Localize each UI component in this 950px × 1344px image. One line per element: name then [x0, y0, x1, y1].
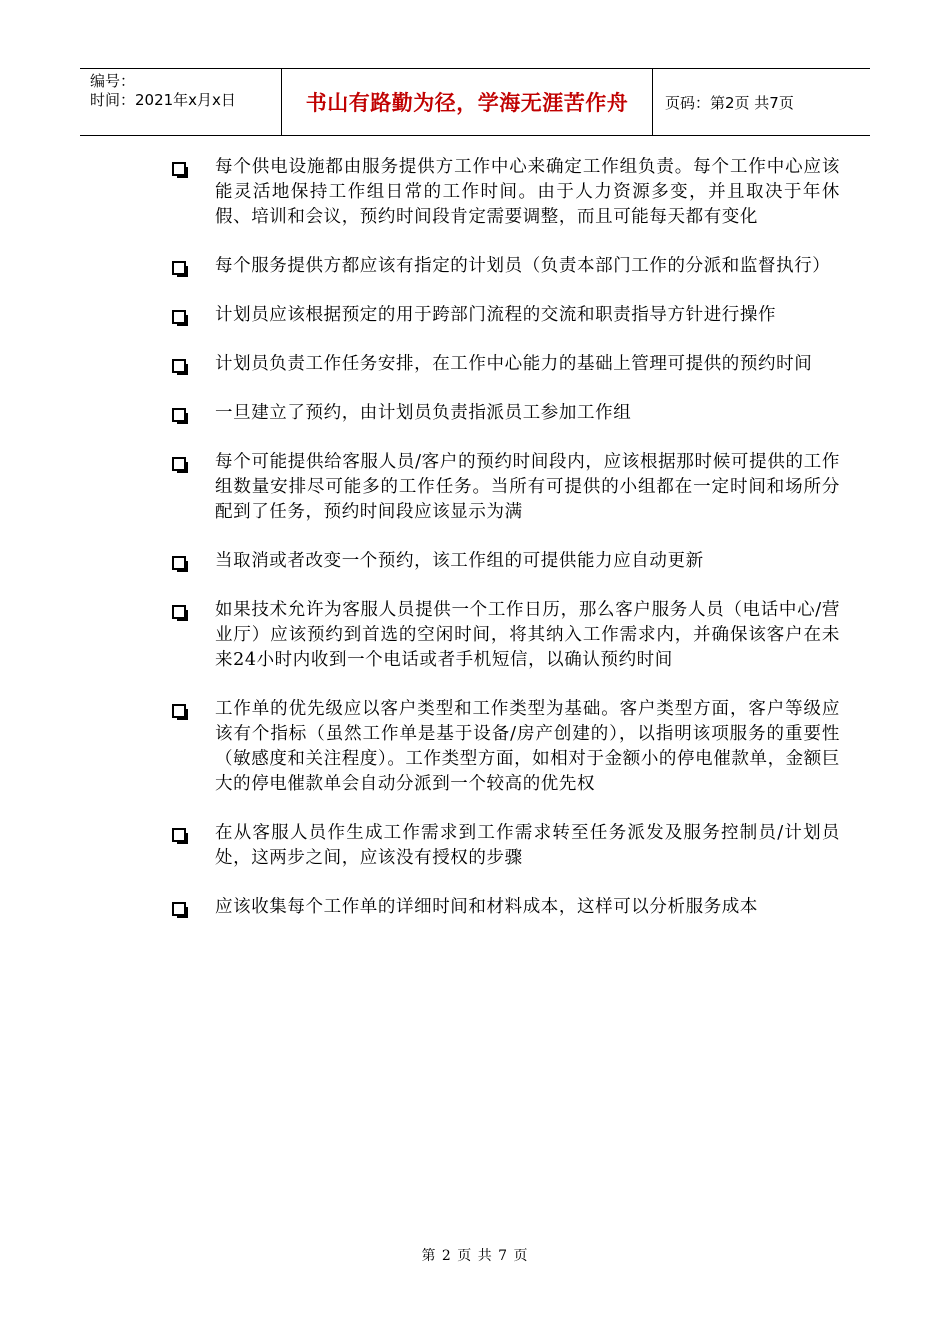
list-item	[172, 697, 840, 797]
list-item-text: 如果技术允许为客服人员提供一个工作日历，那么客户服务人员（电话中心/营业厅）应该预约到首选的空闲时间，将其纳入工作需求内，并确保该客户在未来24小时内收到一个电话或者手机短信，以确认预约时间	[215, 600, 840, 670]
code-label: 编号：	[90, 72, 136, 90]
list-item	[172, 549, 840, 574]
header-page-number: 页码：第2页 共7页	[665, 93, 794, 112]
list-item-text: 应该收集每个工作单的详细时间和材料成本，这样可以分析服务成本	[215, 897, 758, 917]
checkbox-icon	[172, 902, 186, 916]
list-item	[172, 303, 840, 328]
list-item-text: 每个服务提供方都应该有指定的计划员（负责本部门工作的分派和监督执行）	[215, 256, 831, 276]
list-item-text: 工作单的优先级应以客户类型和工作类型为基础。客户类型方面，客户等级应该有个指标（虽然工作单是基于设备/房产创建的），以指明该项服务的重要性（敏感度和关注程度）。工作类型方面，如相对于金额小的停电催款单，金额巨大的停电催款单会自动分派到一个较高的优先权	[215, 699, 840, 794]
list-item	[172, 598, 840, 673]
list-item	[172, 450, 840, 525]
checkbox-icon	[172, 556, 186, 570]
list-item-text: 在从客服人员作生成工作需求到工作需求转至任务派发及服务控制员/计划员处，这两步之间，应该没有授权的步骤	[215, 823, 840, 868]
page-footer: 第 2 页 共 7 页	[421, 1248, 529, 1264]
list-item	[172, 254, 840, 279]
list-item	[172, 352, 840, 377]
checkbox-icon	[172, 162, 186, 176]
header-motto: 书山有路勤为径，学海无涯苦作舟	[281, 69, 653, 135]
checkbox-icon	[172, 828, 186, 842]
checkbox-icon	[172, 457, 186, 471]
checkbox-icon	[172, 605, 186, 619]
date-label: 时间：2021年x月x日	[90, 91, 236, 109]
list-item-text: 当取消或者改变一个预约，该工作组的可提供能力应自动更新	[215, 551, 704, 571]
list-item-text: 一旦建立了预约，由计划员负责指派员工参加工作组	[215, 403, 632, 423]
list-item-text: 计划员负责工作任务安排，在工作中心能力的基础上管理可提供的预约时间	[215, 354, 813, 374]
list-item	[172, 155, 840, 230]
list-item	[172, 821, 840, 871]
list-item	[172, 895, 840, 920]
list-item-text: 每个供电设施都由服务提供方工作中心来确定工作组负责。每个工作中心应该能灵活地保持工作组日常的工作时间。由于人力资源多变，并且取决于年休假、培训和会议，预约时间段肯定需要调整，而且可能每天都有变化	[215, 157, 840, 227]
checkbox-icon	[172, 704, 186, 718]
list-item-text: 计划员应该根据预定的用于跨部门流程的交流和职责指导方针进行操作	[215, 305, 777, 325]
checkbox-icon	[172, 310, 186, 324]
checkbox-icon	[172, 359, 186, 373]
checkbox-icon	[172, 261, 186, 275]
checklist	[172, 155, 840, 944]
list-item	[172, 401, 840, 426]
header-meta	[80, 69, 281, 135]
checkbox-icon	[172, 408, 186, 422]
list-item-text: 每个可能提供给客服人员/客户的预约时间段内，应该根据那时候可提供的工作组数量安排尽可能多的工作任务。当所有可提供的小组都在一定时间和场所分配到了任务，预约时间段应该显示为满	[215, 452, 840, 522]
document-header	[80, 68, 870, 136]
